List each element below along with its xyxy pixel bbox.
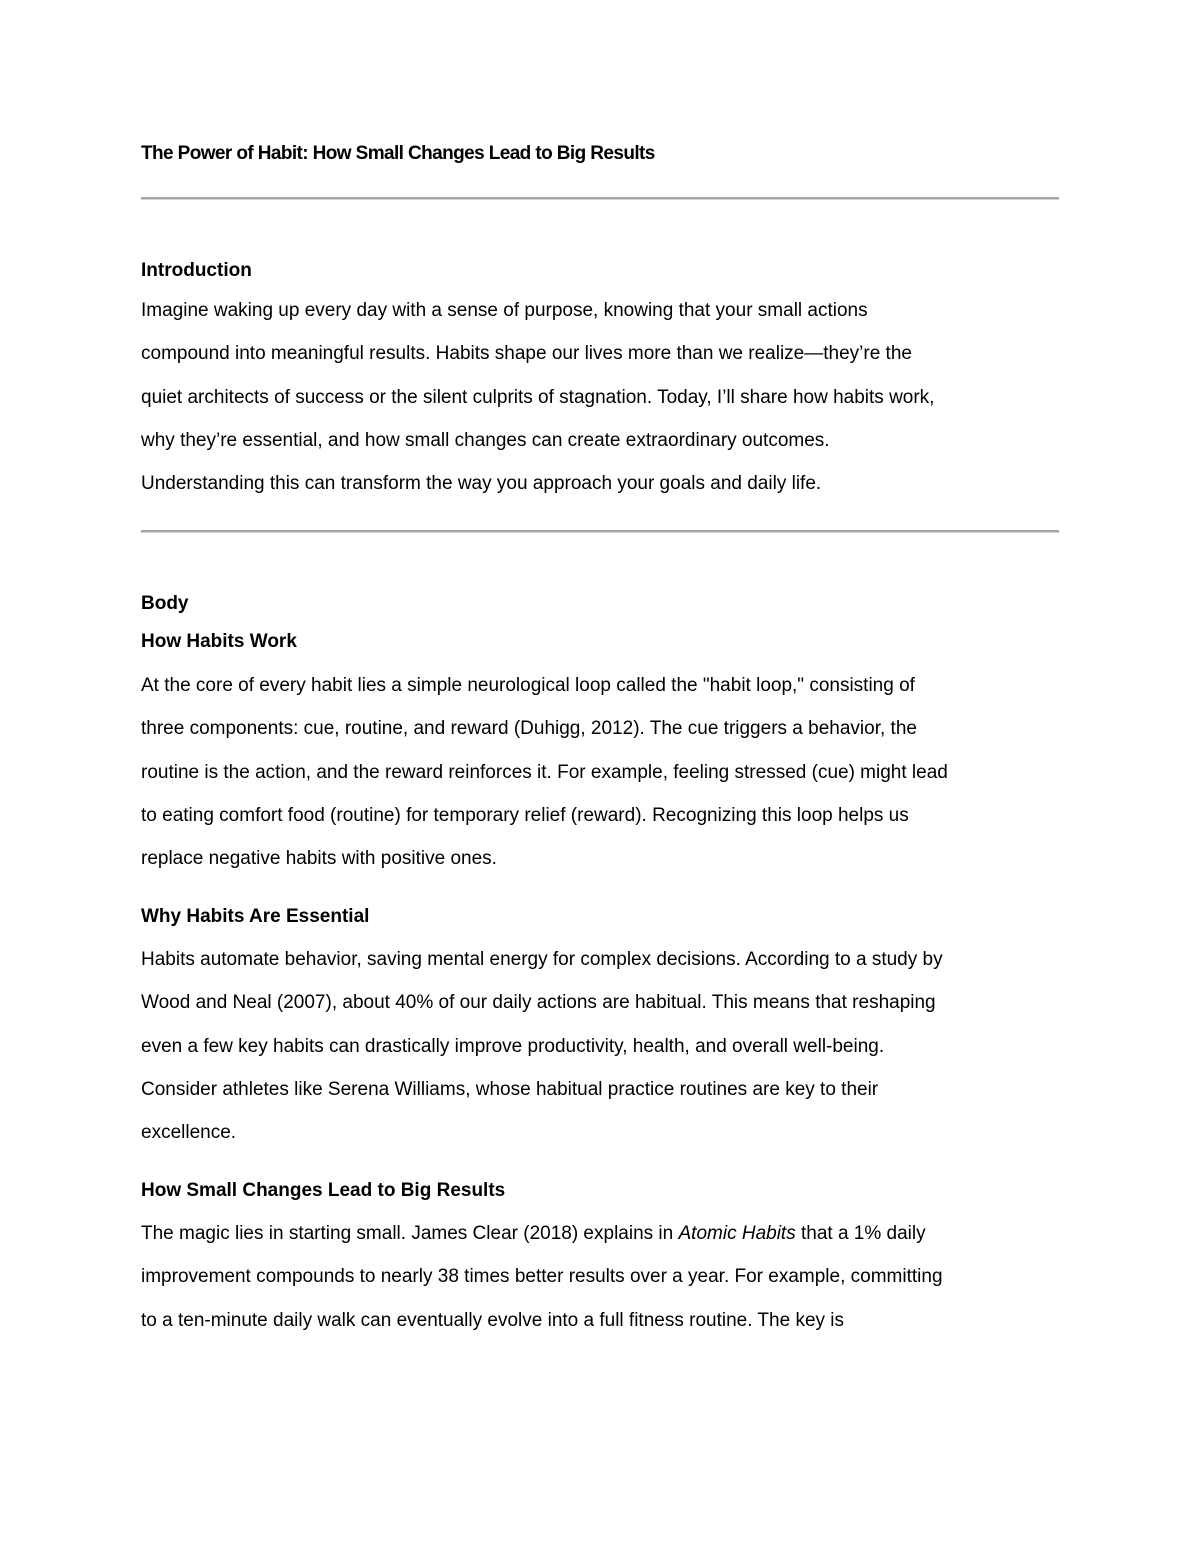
section-paragraph-why-habits-are-essential	[141, 938, 1061, 1154]
paragraph-line: even a few key habits can drastically improve productivity, health, and overall well-being.	[141, 1035, 885, 1057]
paragraph-line: Wood and Neal (2007), about 40% of our daily actions are habitual. This means that reshaping	[141, 992, 936, 1014]
horizontal-divider	[141, 197, 1059, 200]
section-heading-small-changes: How Small Changes Lead to Big Results	[141, 1180, 506, 1201]
introduction-paragraph	[141, 289, 1061, 505]
paragraph-line: three components: cue, routine, and reward (Duhigg, 2012). The cue triggers a behavior, the	[141, 718, 917, 740]
paragraph-line: compound into meaningful results. Habits shape our lives more than we realize—they’re the	[141, 343, 912, 365]
paragraph-text: The magic lies in starting small. James Clear (2018) explains in	[141, 1223, 679, 1244]
book-title-italic: Atomic Habits	[678, 1223, 796, 1244]
section-paragraph-small-changes	[141, 1212, 1061, 1342]
document-title: The Power of Habit: How Small Changes Lead to Big Results	[141, 143, 655, 164]
paragraph-line: why they’re essential, and how small changes can create extraordinary outcomes.	[141, 429, 830, 451]
paragraph-line: to a ten-minute daily walk can eventually evolve into a full fitness routine. The key is	[141, 1309, 845, 1331]
paragraph-line	[141, 1212, 1061, 1255]
paragraph-line: quiet architects of success or the silent culprits of stagnation. Today, I’ll share how habits work,	[141, 386, 935, 408]
horizontal-divider	[141, 530, 1059, 533]
paragraph-line: Understanding this can transform the way you approach your goals and daily life.	[141, 473, 822, 495]
paragraph-line: Consider athletes like Serena Williams, whose habitual practice routines are key to their	[141, 1078, 879, 1100]
introduction-heading: Introduction	[141, 260, 252, 281]
paragraph-line: improvement compounds to nearly 38 times better results over a year. For example, committing	[141, 1266, 943, 1288]
section-heading-how-habits-work: How Habits Work	[141, 631, 297, 652]
paragraph-line: At the core of every habit lies a simple neurological loop called the "habit loop," consisting of	[141, 675, 915, 696]
paragraph-line: excellence.	[141, 1122, 237, 1144]
body-heading: Body	[141, 593, 189, 614]
section-heading-why-habits-are-essential: Why Habits Are Essential	[141, 906, 370, 927]
paragraph-line: replace negative habits with positive ones.	[141, 848, 497, 870]
paragraph-line: routine is the action, and the reward reinforces it. For example, feeling stressed (cue) might lead	[141, 761, 948, 783]
paragraph-text: that a 1% daily	[795, 1223, 926, 1244]
paragraph-line: Habits automate behavior, saving mental energy for complex decisions. According to a study by	[141, 949, 943, 970]
paragraph-line: to eating comfort food (routine) for temporary relief (reward). Recognizing this loop helps us	[141, 804, 909, 826]
paragraph-line: Imagine waking up every day with a sense of purpose, knowing that your small actions	[141, 300, 868, 321]
section-paragraph-how-habits-work	[141, 664, 1061, 880]
